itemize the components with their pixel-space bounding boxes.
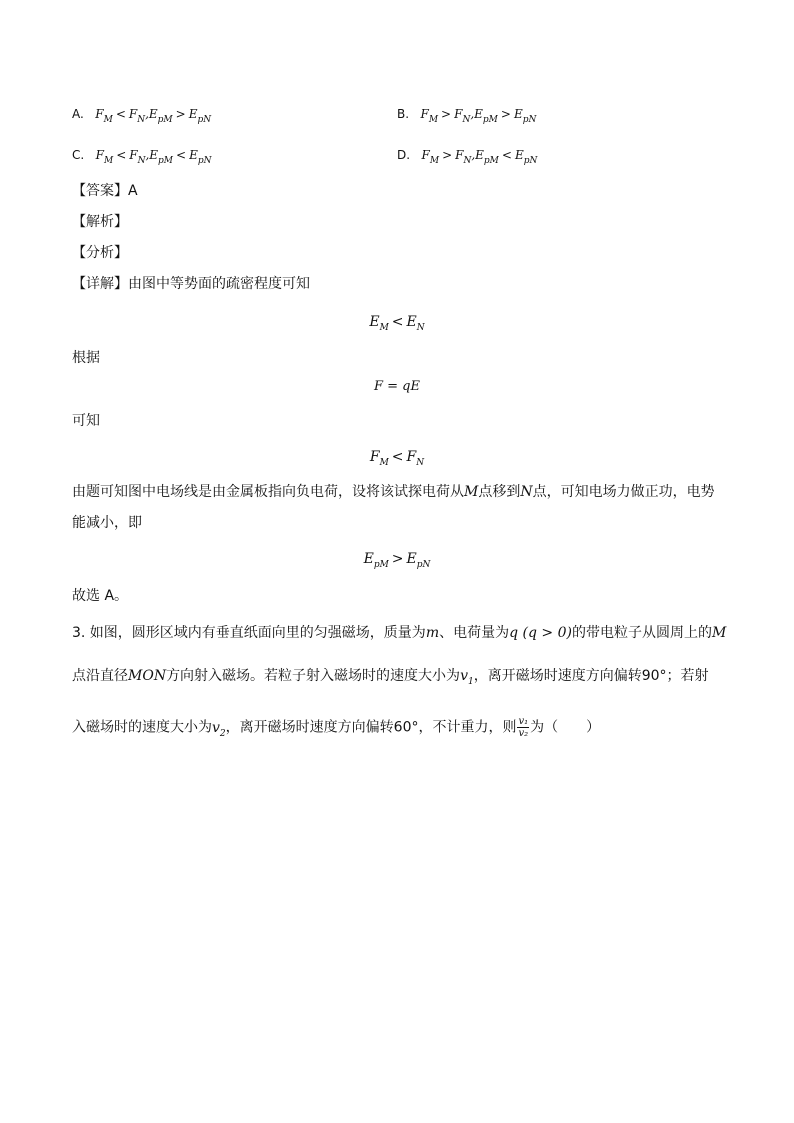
detail-line: 【详解】由图中等势面的疏密程度可知 — [72, 276, 310, 292]
equation-epm-epn: $E_{pM} > E_{pN}$ — [363, 551, 431, 570]
genju-text: 根据 — [72, 350, 100, 366]
option-d: D. $F_M > F_N,E_{pM} < E_{pN}$ — [397, 148, 538, 166]
conclusion-text: 故选 A。 — [72, 588, 129, 604]
question-3-line-1: 3. 如图，圆形区域内有垂直纸面向里的匀强磁场，质量为m、电荷量为q (q > 0)的带电粒子从圆周上的M — [72, 625, 727, 641]
equation-em-en: $E_M < E_N$ — [369, 314, 425, 333]
fenxi-tag: 【分析】 — [72, 245, 128, 261]
equation-fm-fn: $F_M < F_N$ — [369, 449, 425, 468]
option-b: B. $F_M > F_N,E_{pM} > E_{pN}$ — [397, 107, 537, 125]
explanation-paragraph-cont: 能减小，即 — [72, 515, 142, 531]
explanation-paragraph: 由题可知图中电场线是由金属板指向负电荷，设将该试探电荷从M点移到N点，可知电场力做正功，电势 — [72, 484, 715, 500]
question-3-line-2: 点沿直径MON方向射入磁场。若粒子射入磁场时的速度大小为$v_1$，离开磁场时速度方向偏转90°；若射 — [72, 668, 709, 687]
question-3-line-3: 入磁场时的速度大小为$v_2$，离开磁场时速度方向偏转60°，不计重力，则 $\frac{\text{v₁}}{\text{v₂}}$ 为（ ） — [72, 716, 601, 739]
equation-f-qe: F = qE — [374, 379, 420, 394]
ratio-fraction: $\frac{\text{v₁}}{\text{v₂}}$ — [518, 716, 529, 739]
analysis-tag: 【解析】 — [72, 214, 128, 230]
answer-line: 【答案】A — [72, 183, 138, 199]
option-c: C. $F_M < F_N,E_{pM} < E_{pN}$ — [72, 148, 212, 166]
option-a: A. $F_M < F_N,E_{pM} > E_{pN}$ — [72, 107, 212, 125]
kezhi-text: 可知 — [72, 413, 100, 429]
